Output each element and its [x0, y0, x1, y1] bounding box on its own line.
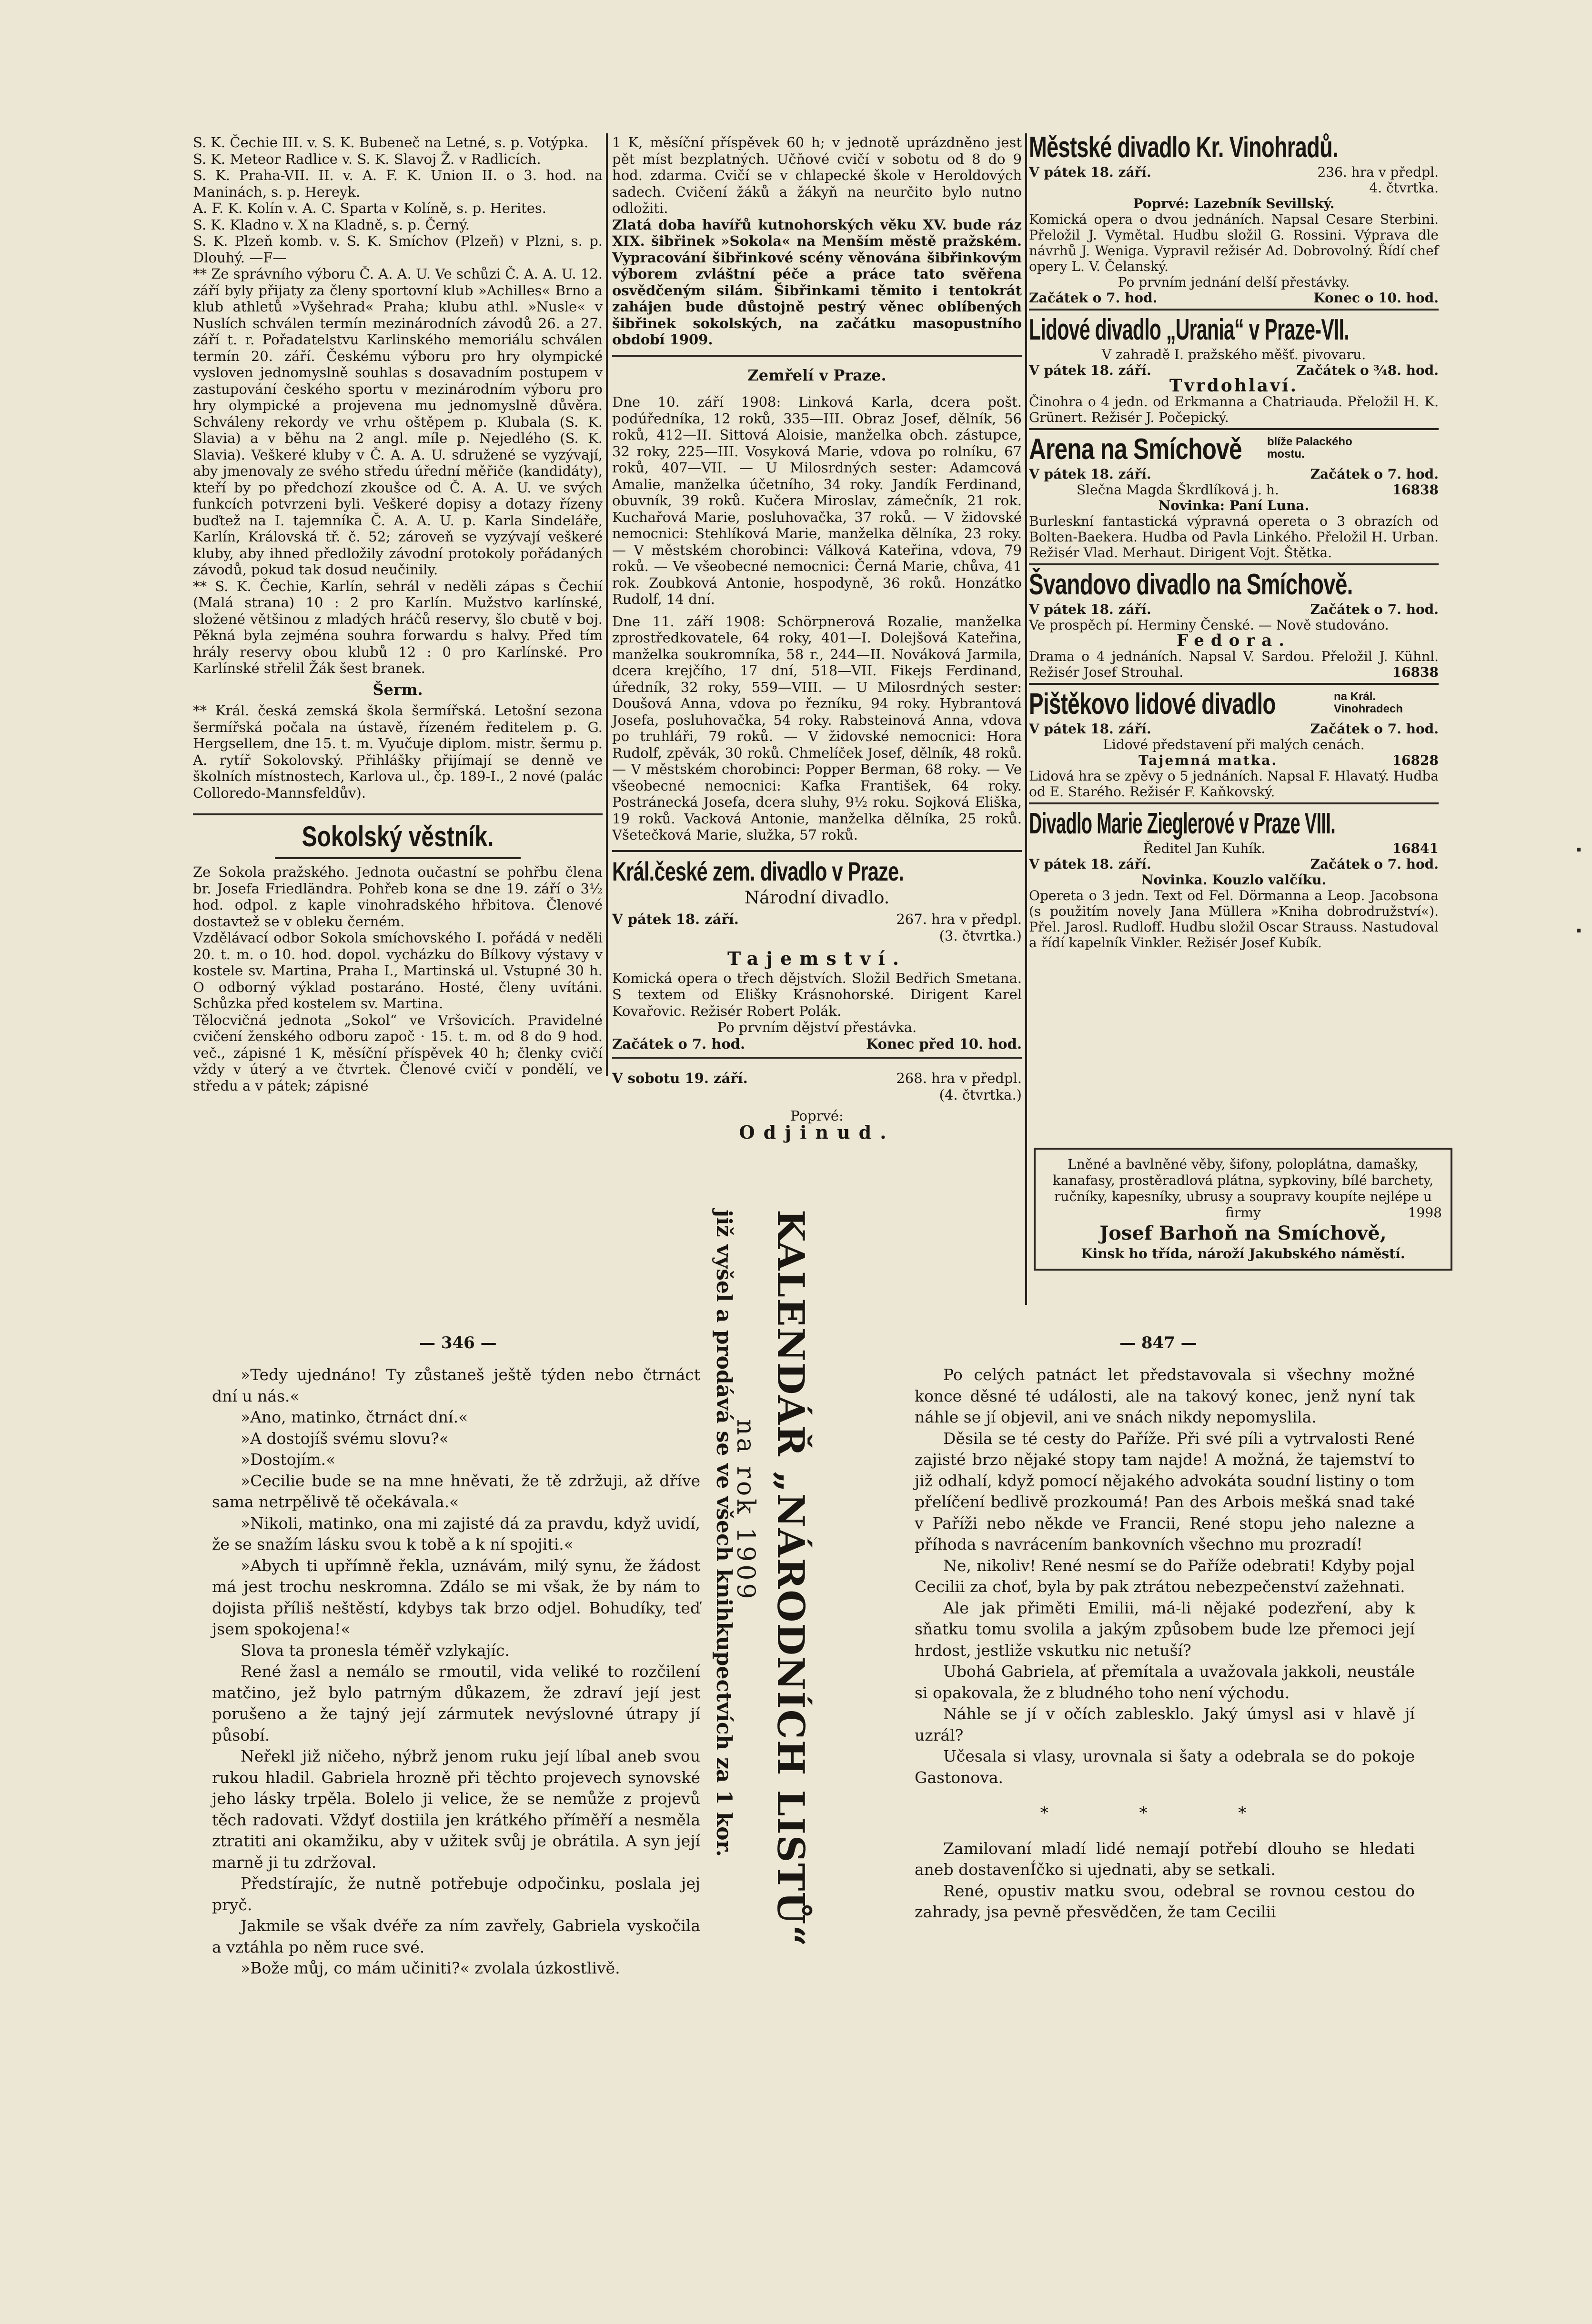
- calendar-ad-note: již vyšel a prodává se ve všech knihkupectvích za 1 kor.: [712, 1210, 736, 1857]
- premiere-label: Poprvé:: [790, 1108, 844, 1124]
- program-row: [1029, 164, 1439, 196]
- novelty-line: Novinka: Paní Luna.: [1158, 498, 1310, 513]
- program-day: V pátek 18. září.: [1029, 164, 1151, 180]
- sport-line: S. K. Čechie III. v. S. K. Bubeneč na Letné, s. p. Votýpka.: [193, 134, 589, 150]
- play-description: Drama o 4 jednáních. Napsal V. Sardou. Přeložil J. Kühnl. Režisér Josef Strouhal.: [1029, 649, 1439, 680]
- program-day: V sobotu 19. září.: [612, 1070, 748, 1086]
- benefit-line: Ve prospěch pí. Herminy Čenské. — Nově studováno.: [1029, 617, 1389, 633]
- ad-shop-name: Josef Barhoň na Smíchově,: [1099, 1222, 1387, 1244]
- director-line: Ředitel Jan Kuhík.: [1143, 841, 1266, 856]
- story-paragraph: »Cecilie bude se na mne hněvati, že tě zdržuji, až dříve sama netrpělivě tě očekávala.«: [212, 1471, 700, 1511]
- program-number: 236. hra v předpl. 4. čtvrtka.: [1317, 164, 1439, 196]
- story-paragraph: »Bože můj, co mám učiniti?« zvolala úzkostlivě.: [241, 1959, 620, 1977]
- section-rule: [1029, 309, 1439, 311]
- play-description: Burleskní fantastická výpravná opereta o 3 obrazích od Bolten-Baekera. Hudba od Pavla Linkého. Přeložil H. Urban. Režisér Vlad. Merhaut. Dirigent Vojt. Štětka.: [1029, 513, 1439, 561]
- story-paragraph: Neřekl již ničeho, nýbrž jenom ruku její líbal aneb svou rukou hladil. Gabriela hrozně při těchto projevech synovské jeho lásky trpěla. Bolelo ji velice, že se nemůže z projevů těch radovati. Vždyť dostiila jen krátkého příměří a nesměla ztratiti ani okamžiku, aby v užitek svůj je obrátila. A syn její marně ji tu zdržoval.: [212, 1747, 700, 1872]
- ad-text: Lněné a bavlněné věby, šifony, poloplátna, damašky, kanafasy, prostěradlová plátna, sypkoviny, bílé barchety, ručníky, kapesníky, ubrusy a soupravy koupíte nejlépe u firmy: [1052, 1156, 1434, 1221]
- ad-number: 1998: [1408, 1205, 1442, 1221]
- story-paragraph: Slova ta pronesla téměř vzlykajíc.: [241, 1641, 510, 1660]
- program-row: [1029, 841, 1439, 856]
- end-time: Konec před 10. hod.: [866, 1035, 1022, 1052]
- premiere-line: Poprvé: Lazebník Sevillský.: [1133, 196, 1335, 211]
- start-time: Začátek o 7. hod.: [1310, 856, 1439, 872]
- national-theatre-subheading: Národní divadlo.: [744, 888, 890, 908]
- story-paragraph: Ne, nikoliv! René nesmí se do Paříže odebrati! Kdyby pojal Cecilii za choť, byla by pak ztrátou nebezpečenství zažehnati.: [915, 1556, 1415, 1596]
- fencing-report: ** Král. česká zemská škola šermířská. Letošní sezona šermířská počala na ústavě, řízeném ředitelem p. G. Hergsellem, dne 15. t. m. Vyučuje diplom. mistr. šermu p. A. rytíř Sokolovský. Přihlášky přijímají se denně ve školních místnostech, Karlova ul., čp. 189-I., 2 nové (palác Colloredo-Mannsfeldův).: [193, 702, 603, 801]
- story-paragraph: »A dostojíš svému slovu?«: [241, 1429, 449, 1448]
- sokol-heading: Sokolský věstník.: [302, 821, 494, 852]
- ad-number: 16828: [1392, 752, 1439, 768]
- story-paragraph: Děsila se té cesty do Paříže. Při své píli a vytrvalosti René zajisté brzo nějaké stopy tam najde! A možná, že tajemství to již odhalí, když pomocí nějakého advokáta soudní listiny o tom přelíčení bedlivě prozkoumá! Pan des Arbois mešká snad také v Paříži nebo někde ve Francii, René stopu jeho nalezne a příhoda s navrácením bankovních všechno mu prozradí!: [915, 1429, 1415, 1553]
- program-number: 268. hra v předpl. (4. čtvrtka.): [896, 1070, 1022, 1103]
- sokol-item: Vzdělávací odbor Sokola smíchovského I. pořádá v neděli 20. t. m. o 10. hod. dopol. vycházku do Bílkovy výstavy v kostele sv. Martina, Praha I., Martinská ul. Vstupné 30 h. O odborný výklad postaráno. Hosté, členy uvítáni. Schůzka před kostelem sv. Martina.: [193, 930, 603, 1012]
- section-rule: [1029, 428, 1439, 430]
- play-description: Lidová hra se zpěvy o 5 jednáních. Napsal F. Hlavatý. Hudba od E. Starého. Režisér F. Kaňkovský.: [1029, 768, 1439, 800]
- sport-line: S. K. Plzeň komb. v. S. K. Smíchov (Plzeň) v Plzni, s. p. Dlouhý. —F—: [193, 233, 603, 266]
- calendar-ad-title: KALENDÁŘ „NÁRODNÍCH LISTŮ“: [769, 1210, 812, 1948]
- registration-mark: [1577, 929, 1581, 932]
- page-number-left: — 346 —: [419, 1333, 497, 1352]
- story-paragraph: Učesala si vlasy, urovnala si šaty a odebrala se do pokoje Gastonova.: [915, 1747, 1415, 1787]
- theatre-listings: [1029, 131, 1439, 951]
- story-paragraph: Předstírajíc, že nutně potřebuje odpočinku, poslala jej pryč.: [212, 1874, 700, 1914]
- program-number: 267. hra v předpl. (3. čtvrtka.): [896, 911, 1022, 944]
- start-time: Začátek o 7. hod.: [1310, 721, 1439, 737]
- performance-note: Lidové představení při malých cenách.: [1103, 737, 1365, 752]
- theatre-note: blíže Palackého mostu.: [1267, 435, 1352, 461]
- sport-line: A. F. K. Kolín v. A. C. Sparta v Kolíně, s. p. Herites.: [193, 200, 547, 216]
- play-description: Komická opera o dvou jednáních. Napsal Cesare Sterbini. Přeložil J. Vymětal. Hudbu složil G. Rossini. Výprava dle návrhů J. Weniga. Vypravil režisér Ad. Dobrovolný. Řídí chef opery L. V. Čelanský.: [1029, 211, 1439, 274]
- match-report: ** S. K. Čechie, Karlín, sehrál v neděli zápas s Čechií (Malá strana) 10 : 2 pro Karlín. Mužstvo karlínské, složené většinou z mladých hráčů reservy, šlo cbutě v boj. Pěkná byla zejména souhra forwardu s halvy. Před tím hrály reservy obou klubů 12 : 0 pro Karlínské. Pro Karlínské střelil Žák šest branek.: [193, 578, 603, 676]
- deaths-list: Dne 11. září 1908: Schörpnerová Rozalie, manželka zprostředkovatele, 64 roky, 401—I. Dolejšová Kateřina, manželka soukromníka, 58 r., 244—II. Nováková Jarmila, dcera krejčího, 17 dní, 518—VII. Fikejs Ferdinand, úředník, 32 roky, 559—VIII. — U Milosrdných sester: Doušová Anna, vdova po řezníku, 94 roky. Hybrantová Josefa, posluhovačka, 54 roky. Rabsteinová Anna, vdova po truhláři, 79 roků. — V židovské nemocnici: Hora Rudolf, zpěvák, 30 roků. Chmelíček Josef, dělník, 48 roků. — V městském chorobinci: Popper Berman, 68 roky. — Ve všeobecné nemocnici: Kafka František, 64 roky. Postránecká Josefa, dcera sluhy, 9½ roku. Sojková Eliška, 19 roků. Vacková Antonie, manželka dělníka, 25 roků. Všetečková Marie, služka, 57 roků.: [612, 613, 1022, 843]
- story-left-column: [212, 1364, 700, 1979]
- play-title: Odjinud.: [739, 1121, 895, 1143]
- section-rule: [612, 1057, 1022, 1059]
- start-time: Začátek o 7. hod.: [1310, 466, 1439, 482]
- play-description: Komická opera o třech dějstvích. Složil Bedřich Smetana. S textem od Elišky Krásnohorské. Dirigent Karel Kovařovic. Režisér Robert Polák.: [612, 970, 1022, 1019]
- program-day: V pátek 18. září.: [1029, 601, 1151, 617]
- play-description: Činohra o 4 jedn. od Erkmanna a Chatriauda. Přeložil H. K. Grünert. Režisér J. Počepický.: [1029, 394, 1439, 425]
- sokol-item: Tělocvičná jednota „Sokol“ ve Vršovicích. Pravidelné cvičení ženského odboru započ · 15. t. m. od 8 do 9 hod. več., zápisné 1 K, měsíční příspěvek 40 h; členky cvičí vždy v úterý a ve čtvrtek. Členové cvičí v pondělí, ve středu a v pátek; zápisné: [193, 1012, 603, 1094]
- deaths-list: Dne 10. září 1908: Linková Karla, dcera pošt. podúředníka, 12 roků, 335—III. Obraz Josef, dělník, 56 roků, 412—II. Sittová Aloisie, manželka obch. zástupce, 32 roky, 225—III. Vosyková Marie, vdova po rolníku, 67 roků, 407—VII. — U Milosrdných sester: Adamcová Amalie, manželka účetního, 34 roky. Jandík Ferdinand, obuvník, 39 roků. Kučera Miroslav, zámečník, 21 rok. Kuchařová Marie, posluhovačka, 37 roků. — V židovské nemocnici: Stehlíková Marie, manželka dělníka, 23 roky. — V městském chorobinci: Válková Kateřina, vdova, 79 roků. — Ve všeobecné nemocnici: Černá Marie, chůva, 41 rok. Zoubková Antonie, hospodyně, 36 roků. Honzátko Rudolf, 14 dní.: [612, 394, 1022, 607]
- ad-number: 16838: [1392, 664, 1439, 680]
- start-time: Začátek o 7. hod.: [1029, 290, 1158, 306]
- program-day: V pátek 18. září.: [1029, 362, 1151, 378]
- program-row: [612, 1070, 1022, 1103]
- column-rule-1: [606, 133, 608, 1076]
- novelty-line: Novinka. Kouzlo valčíku.: [1141, 872, 1327, 888]
- story-paragraph: René žasl a nemálo se rmoutil, vida veliké to rozčilení matčino, jež bylo patrným důkazem, že zdraví její jest porušeno a že tajný její zármutek nevýslovné útrapy jí působí.: [212, 1662, 700, 1744]
- sport-line: S. K. Praha-VII. II. v. A. F. K. Union II. o 3. hod. na Maninách, s. p. Hereyk.: [193, 167, 603, 200]
- section-rule: [612, 850, 1022, 852]
- story-paragraph: Zamilovaní mladí lidé nemají potřebí dlouho se hledati aneb dostavenÍčko si ujednati, aby se setkali.: [915, 1839, 1415, 1879]
- program-day: V pátek 18. září.: [612, 911, 739, 927]
- play-title: Tvrdohlaví.: [1169, 376, 1299, 396]
- column-sport: [193, 134, 603, 1094]
- section-rule: [193, 813, 603, 815]
- story-paragraph: »Ano, matinko, čtrnáct dní.«: [241, 1408, 468, 1426]
- national-theatre-heading: Král.české zem. divadlo v Praze.: [612, 856, 904, 886]
- registration-mark: [1577, 848, 1581, 851]
- deaths-heading: Zemřelí v Praze.: [747, 366, 887, 384]
- program-row: [1029, 752, 1439, 768]
- theatre-heading-row: [1029, 688, 1439, 721]
- calendar-ad-year: na rok 1909: [731, 1419, 760, 1602]
- sokol-item: Ze Sokola pražského. Jednota oučastní se pohřbu člena br. Josefa Friedländra. Pohřeb kona se dne 19. září o 3½ hod. odpol. z kaple vinohradského hřbitova. Členové dostavtež se v obleku černém.: [193, 864, 603, 930]
- play-description: Opereta o 3 jedn. Text od Fel. Dörmanna a Leop. Jacobsona (s použitím novely Jana Müllera »Kniha dobrodružství«). Přel. Jarosl. Rudloff. Hudbu složil Oscar Strauss. Nastudoval a řídí kapelník Vinkler. Režisér Josef Kubík.: [1029, 888, 1439, 951]
- end-time: Konec o 10. hod.: [1313, 290, 1439, 306]
- section-rule: [612, 355, 1022, 357]
- section-rule: [1029, 802, 1439, 804]
- program-day: V pátek 18. září.: [1029, 466, 1151, 482]
- story-paragraph: »Abych ti upřímně řekla, uznávám, milý synu, že žádost má jest trochu neskromna. Zdálo se mi však, že by nám to dojista příliš neštěstí, kdybys tak brzo odjel. Bohudíky, teď jsem spokojena!«: [212, 1556, 700, 1638]
- program-row: [1029, 482, 1439, 498]
- start-time: Začátek o 7. hod.: [612, 1035, 746, 1052]
- program-row: [612, 911, 1022, 944]
- story-paragraph: »Nikoli, matinko, ona mi zajisté dá za pravdu, když uvidí, že se snažím lásku svou k tobě a k ní spojiti.«: [212, 1513, 700, 1553]
- story-paragraph: »Tedy ujednáno! Ty zůstaneš ještě týden nebo čtrnáct dní u nás.«: [212, 1365, 700, 1405]
- theatre-heading: Městské divadlo Kr. Vinohradů.: [1029, 131, 1338, 164]
- ad-number: 16841: [1392, 841, 1439, 856]
- theatre-location: V zahradě I. pražského měšť. pivovaru.: [1101, 347, 1366, 362]
- section-rule: [1029, 563, 1439, 565]
- intermission-note: Po prvním jednání delší přestávky.: [1118, 274, 1350, 290]
- section-rule: [1029, 683, 1439, 685]
- play-title: Fedora.: [1176, 631, 1291, 650]
- sibrinky-item: Zlatá doba havířů kutnohorských věku XV. bude ráz XIX. šibřinek »Sokola« na Menším městě pražském. Vypracování šibřinkové scény věnována šibřinkovým výborem zvláštní péče a práce tato svěřena osvědčeným silám. Šibřinkami těmito i tentokrát zahájen bude důstojně pestrý věnec oblíbených šibřinek sokolských, na začátku masopustního období 1909.: [612, 216, 1022, 348]
- program-day: V pátek 18. září.: [1029, 721, 1151, 737]
- story-paragraph: Ale jak přiměti Emilii, má-li nějaké podezření, aby k sňatku tomu svolila a jakým způsobem bude lze přemoci její hrdost, jestliže vskutku nic netuší?: [915, 1598, 1415, 1660]
- program-row: [1029, 856, 1439, 872]
- intermission-note: Po prvním dějství přestávka.: [717, 1019, 917, 1035]
- start-time: Začátek o ¾8. hod.: [1296, 362, 1439, 378]
- story-paragraph: René, opustiv matku svou, odebral se rovnou cestou do zahrady, jsa pevně přesvědčen, že tam Cecilii: [915, 1881, 1415, 1921]
- sport-line: S. K. Meteor Radlice v. S. K. Slavoj Ž. v Radlicích.: [193, 150, 541, 167]
- program-row: [612, 1036, 1022, 1052]
- sokol-item-continued: 1 K, měsíční příspěvek 60 h; v jednotě uprázdněno jest pět míst bezplatných. Učňové cvičí v sobotu od 8 do 9 hod. zdarma. Cvičí se v chlapecké škole v Heroldových sadech. Cvičení žáků a žákyň na neurčito bylo nutno odložiti.: [612, 134, 1022, 216]
- section-rule: [275, 857, 521, 859]
- theatre-note: na Král. Vinohradech: [1334, 690, 1403, 715]
- column-news: [612, 134, 1022, 1141]
- theatre-heading: Lidové divadlo „Urania“ v Praze-VII.: [1029, 313, 1350, 346]
- theatre-heading: Divadlo Marie Zieglerové v Praze VIII.: [1029, 807, 1336, 840]
- program-row: [1029, 466, 1439, 482]
- start-time: Začátek o 7. hod.: [1310, 601, 1439, 617]
- caau-report: ** Ze správního výboru Č. A. A. U. Ve schůzi Č. A. A. U. 12. září byly přijaty za členy sportovní klub »Achilles« Brno a klub athletů »Vyšehrad« Praha; klubu athl. »Nusle« v Nuslích schválen termín mezinárodních závodů 26. a 27. září t. r. Pořadatelstvu Karlinského memoriálu schválen termín 20. září. Českému výboru pro hry olympické vysloven jednomyslně souhlas s dosavadním postupem v zastupování českého sportu v mezinárodním výboru pro hry olympické a projevena mu jednomyslně důvěra. Schváleny rekordy ve vrhu oštěpem p. Klubala (S. K. Slavia) a v běhu na 2 angl. míle p. Nejedlého (S. K. Slavia). Veškeré kluby v Č. A. A. U. sdružené se vyzývají, aby jmenovaly ze svého středu úřední měřiče (kandidáty), kteří by po předchozí zkoušce od Č. A. A. U. ve svých funkcích potvrzeni byli. Veškeré dopisy a dotazy řízeny buďtež na I. tajemníka Č. A. A. U. p. Karla Sindeláře, Karlín, Královská tř. č. 52; zároveň se vyzývají veškeré kluby, aby ihned předložily závodní protokoly pořádaných závodů, pokud tak dosud neučinily.: [193, 266, 603, 578]
- theatre-heading-row: [1029, 433, 1439, 466]
- story-right-column: [915, 1364, 1415, 1923]
- fabric-shop-ad: [1034, 1148, 1452, 1271]
- program-row: [1029, 601, 1439, 617]
- ad-number: 16838: [1392, 482, 1439, 498]
- sport-line: S. K. Kladno v. X na Kladně, s. p. Černý.: [193, 216, 470, 233]
- calendar-ad: [707, 1210, 860, 2114]
- fencing-heading: Šerm.: [373, 680, 423, 699]
- theatre-heading: Švandovo divadlo na Smíchově.: [1029, 568, 1353, 601]
- section-break: * * *: [1040, 1803, 1290, 1823]
- story-paragraph: Ubohá Gabriela, ať přemítala a uvažovala jakkoli, neustále si opakovala, že z bludného toho není východu.: [915, 1662, 1415, 1702]
- story-paragraph: »Dostojím.«: [241, 1450, 336, 1469]
- story-paragraph: Jakmile se však dvéře za ním zavřely, Gabriela vyskočila a vztáhla po něm ruce své.: [212, 1916, 700, 1956]
- column-rule-2: [1025, 133, 1027, 1305]
- theatre-heading: Pištěkovo lidové divadlo: [1029, 688, 1276, 721]
- ad-address: Kinsk ho třída, nároží Jakubského náměstí.: [1081, 1246, 1405, 1262]
- guest-line: Slečna Magda Škrdlíková j. h.: [1077, 482, 1279, 498]
- theatre-heading: Arena na Smíchově: [1029, 433, 1242, 466]
- program-day: V pátek 18. září.: [1029, 856, 1151, 872]
- story-paragraph: Po celých patnáct let představovala si všechny možné konce děsné té události, ale na takový konec, jenž nyní tak náhle se jí objevil, ani ve snách nikdy nepomyslila.: [915, 1365, 1415, 1426]
- page-number-right: — 847 —: [1119, 1333, 1197, 1352]
- program-row: [1029, 290, 1439, 306]
- story-paragraph: Náhle se jí v očích zablesklo. Jaký úmysl asi v hlavě jí uzrál?: [915, 1704, 1415, 1744]
- play-title: Tajemství.: [727, 948, 907, 969]
- play-title: Tajemná matka.: [1139, 752, 1278, 768]
- program-row: [1029, 721, 1439, 737]
